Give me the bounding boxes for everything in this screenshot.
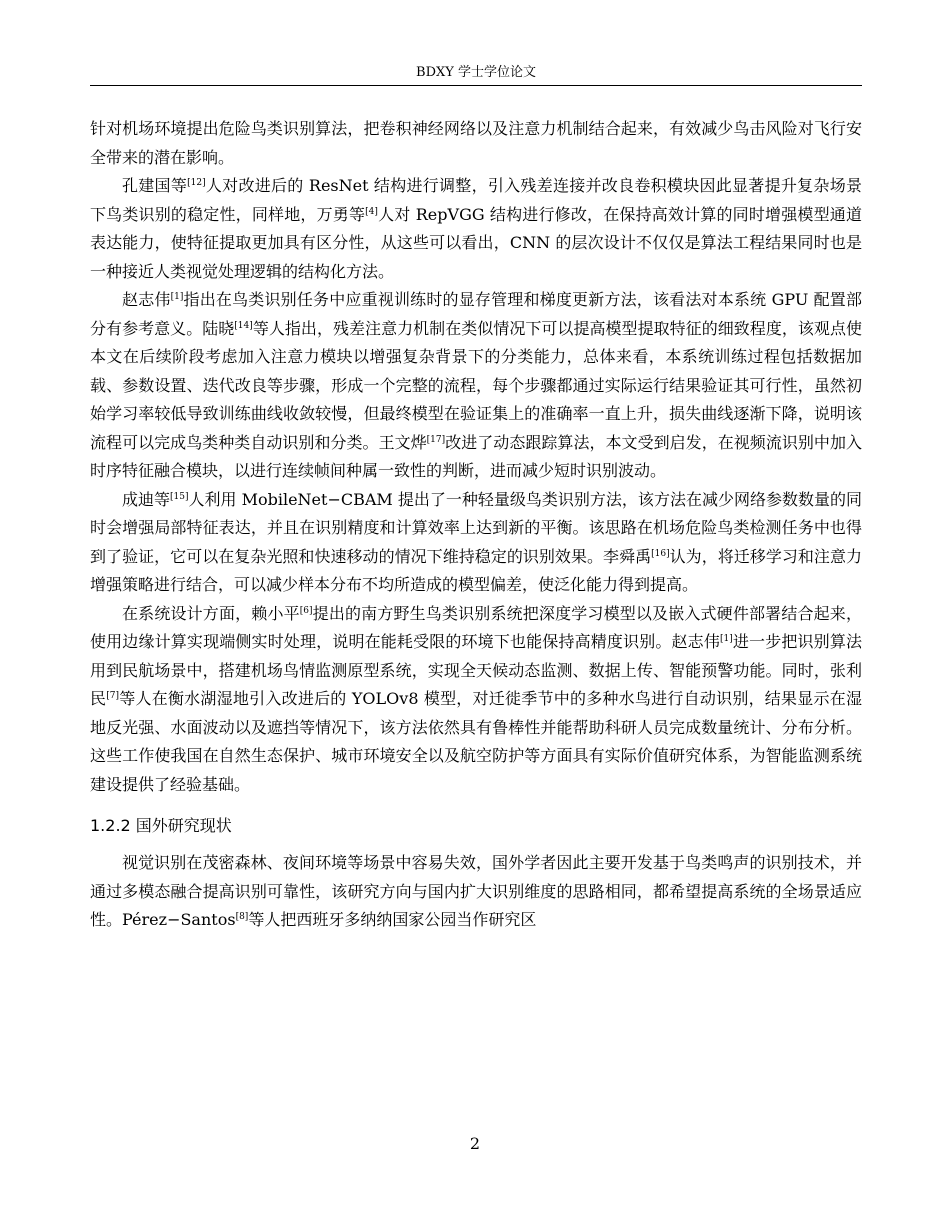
text-segment: 在系统设计方面，赖小平 (122, 603, 300, 623)
text-segment: 针对机场环境提出危险鸟类识别算法，把卷积神经网络以及注意力机制结合起来，有效减少鸟击风险对飞行安全带来的潜在影响。 (90, 119, 862, 167)
paragraph-group (90, 849, 862, 935)
text-segment: 指出在鸟类识别任务中应重视训练时的显存管理和梯度更新方法，该看法对本系统 GPU 配置部分有参考意义。陆晓 (90, 290, 862, 338)
citation: [8] (235, 912, 249, 922)
text-segment: 改进了动态跟踪算法，本文受到启发，在视频流识别中加入时序特征融合模块，以进行连续帧间种属一致性的判断，进而减少短时识别波动。 (90, 432, 862, 480)
text-segment: 人对改进后的 ResNet 结构进行调整，引入残差连接并改良卷积模块因此显著提升复杂场景下鸟类识别的稳定性，同样地，万勇等 (90, 176, 862, 224)
text-segment: 认为，将迁移学习和注意力增强策略进行结合，可以减少样本分布不均所造成的模型偏差，使泛化能力得到提高。 (90, 546, 862, 594)
page-header (90, 64, 862, 86)
text-segment: 视觉识别在茂密森林、夜间环境等场景中容易失效，国外学者因此主要开发基于鸟类鸣声的识别技术，并通过多模态融合提高识别可靠性，该研究方向与国内扩大识别维度的思路相同，都希望提高系统的全场景适应性。Pérez−Santos (90, 853, 862, 929)
paragraph (90, 849, 862, 935)
text-segment: 等人在衡水湖湿地引入改进后的 YOLOv8 模型，对迁徙季节中的多种水鸟进行自动识别，结果显示在湿地反光强、水面波动以及遮挡等情况下，该方法依然具有鲁棒性并能帮助科研人员完成数量统计、分布分析。这些工作使我国在自然生态保护、城市环境安全以及航空防护等方面具有实际价值研究体系，为智能监测系统建设提供了经验基础。 (90, 689, 862, 794)
text-segment: 等人指出，残差注意力机制在类似情况下可以提高模型提取特征的细致程度，该观点使本文在后续阶段考虑加入注意力模块以增强复杂背景下的分类能力，总体来看，本系统训练过程包括数据加载、参数设置、迭代改良等步骤，形成一个完整的流程，每个步骤都通过实际运行结果验证其可行性，虽然初始学习率较低导致训练曲线收敛较慢，但最终模型在验证集上的准确率一直上升，损失曲线逐渐下降，说明该流程可以完成鸟类种类自动识别和分类。王文烨 (90, 318, 862, 452)
citation: [6] (299, 605, 313, 616)
text-segment: 成迪等 (122, 489, 171, 509)
citation: [15] (170, 491, 189, 502)
text-segment: 进一步把识别算法用到民航场景中，搭建机场鸟情监测原型系统，实现全天候动态监测、数据上传、智能预警功能。同时，张利民 (90, 632, 862, 708)
body-text (90, 115, 862, 935)
header-title: BDXY 学士学位论文 (416, 65, 536, 80)
paragraph-group (90, 115, 862, 799)
citation: [14] (234, 320, 253, 331)
citation: [12] (187, 178, 206, 188)
citation: [1] (720, 634, 733, 644)
text-segment: 提出的南方野生鸟类识别系统把深度学习模型以及嵌入式硬件部署结合起来，使用边缘计算实现端侧实时处理，说明在能耗受限的环境下也能保持高精度识别。赵志伟 (90, 603, 862, 651)
page-number: 2 (469, 1134, 481, 1153)
text-segment: 孔建国等 (122, 176, 188, 195)
citation: [17] (426, 434, 446, 445)
text-segment: 人利用 MobileNet−CBAM 提出了一种轻量级鸟类识别方法，该方法在减少网络参数数量的同时会增强局部特征表达，并且在识别精度和计算效率上达到新的平衡。该思路在机场危险鸟类检测任务中也得到了验证，它可以在复杂光照和快速移动的情况下维持稳定的识别效果。李舜禹 (90, 489, 862, 566)
text-segment: 等人把西班牙多纳纳国家公园当作研究区 (248, 910, 537, 929)
paragraph (90, 115, 862, 172)
citation: [1] (170, 292, 184, 302)
paragraph (90, 286, 862, 486)
citation: [7] (106, 691, 119, 701)
paragraph (90, 486, 862, 600)
citation: [16] (651, 548, 670, 559)
section-heading: 1.2.2 国外研究现状 (90, 816, 232, 835)
citation: [4] (365, 206, 378, 217)
paragraph (90, 172, 862, 286)
paragraph (90, 600, 862, 800)
text-segment: 赵志伟 (122, 290, 171, 309)
text-segment: 人对 RepVGG 结构进行修改，在保持高效计算的同时增强模型通道表达能力，使特征提取更加具有区分性，从这些可以看出，CNN 的层次设计不仅仅是算法工程结果同时也是一种接近人类视觉处理逻辑的结构化方法。 (90, 204, 862, 281)
